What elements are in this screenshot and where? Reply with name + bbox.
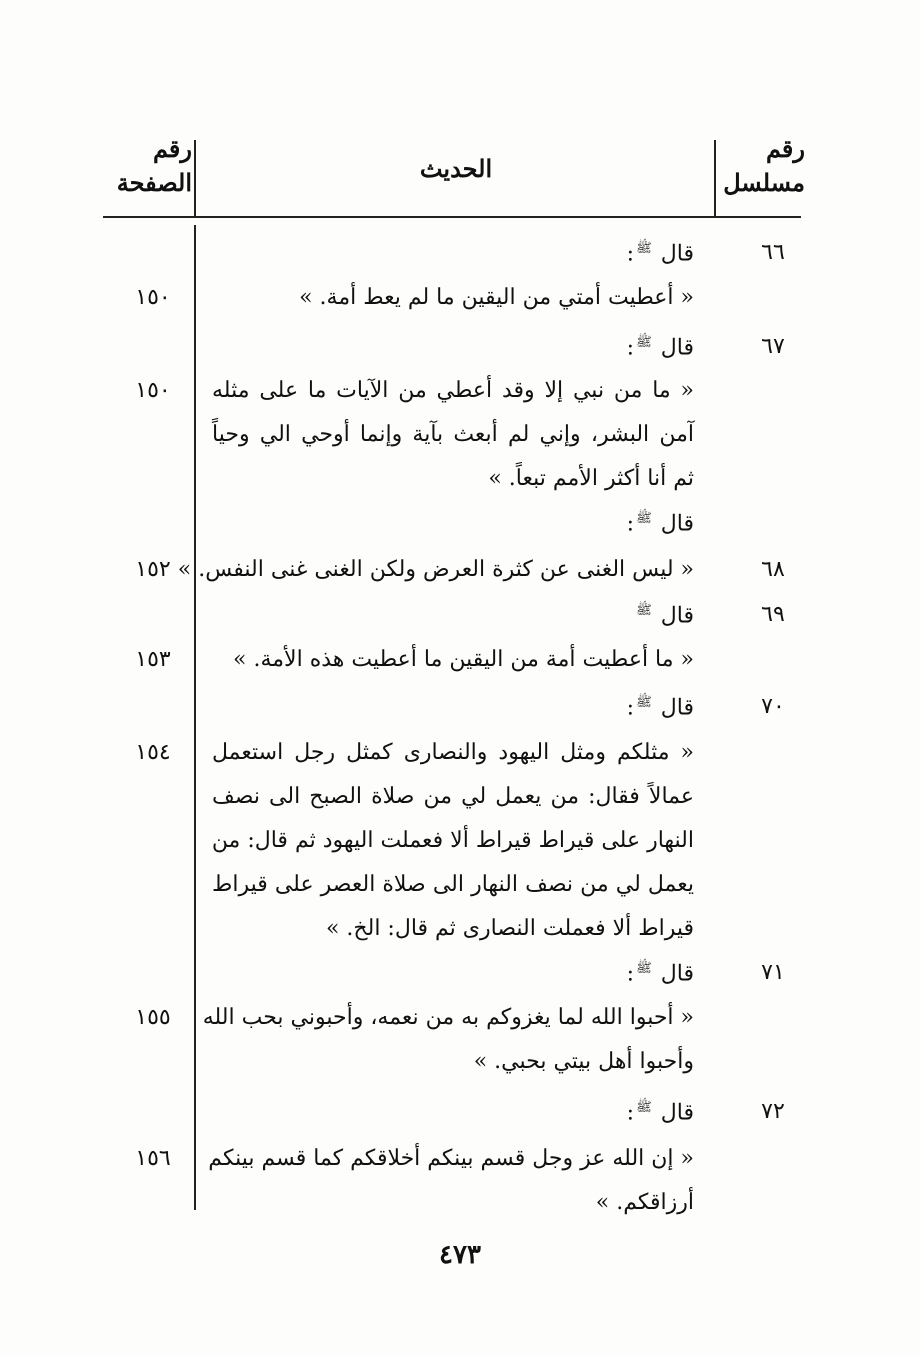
page-reference: ١٥٠ <box>135 285 171 310</box>
said-line <box>627 240 694 266</box>
said-prefix: قال <box>660 511 694 537</box>
hadith-text-line: ثم أنا أكثر الأمم تبعاً. » <box>488 466 694 491</box>
pbuh-honorific: ﷺ <box>636 335 652 350</box>
hadith-text-line: عمالاً فقال: من يعمل لي من صلاة الصبح الى نصف <box>212 784 694 809</box>
hadith-text-line: يعمل لي من نصف النهار الى صلاة العصر على قيراط <box>212 872 694 897</box>
pbuh-honorific: ﷺ <box>636 241 652 256</box>
serial-number: ٦٦ <box>761 240 785 265</box>
hadith-text-line: « أحبوا الله لما يغزوكم به من نعمه، وأحبوني بحب الله <box>202 1005 694 1030</box>
hadith-text-line: أرزاقكم. » <box>595 1190 694 1215</box>
hadith-column-header: الحديث <box>419 154 493 183</box>
serial-header-line-2: مسلسل <box>723 168 805 197</box>
said-line <box>627 1099 694 1125</box>
hadith-text-line: آمن البشر، وإني لم أبعث بآية وإنما أوحي الي وحياً <box>212 422 694 447</box>
page-reference: ١٥٣ <box>135 647 171 672</box>
page-column-header <box>100 132 192 200</box>
hadith-text-line: « مثلكم ومثل اليهود والنصارى كمثل رجل استعمل <box>212 740 694 765</box>
serial-column-rule-header <box>714 140 716 217</box>
page-reference: ١٥٥ <box>135 1005 171 1030</box>
serial-number: ٧٢ <box>761 1099 785 1124</box>
page-reference: ١٥٦ <box>135 1146 171 1171</box>
hadith-text-line: « أعطيت أمتي من اليقين ما لم يعط أمة. » <box>299 285 694 310</box>
serial-column-header <box>725 132 805 200</box>
hadith-text-line: « ليس الغنى عن كثرة العرض ولكن الغنى غنى النفس. » <box>177 557 694 582</box>
header-divider <box>103 216 801 218</box>
page-reference: ١٥٤ <box>135 740 171 765</box>
hadith-text-line: « ما أعطيت أمة من اليقين ما أعطيت هذه الأمة. » <box>233 647 694 672</box>
page-reference: ١٥٠ <box>135 378 171 403</box>
page-header-line-1: رقم <box>152 134 192 163</box>
page-reference: ١٥٢ <box>135 557 171 582</box>
said-line <box>634 602 694 628</box>
said-prefix: قال <box>660 335 694 361</box>
pbuh-honorific: ﷺ <box>636 961 652 976</box>
hadith-text-line: وأحبوا أهل بيتي بحبي. » <box>473 1049 694 1074</box>
said-prefix: قال <box>660 961 694 987</box>
pbuh-honorific: ﷺ <box>636 695 652 710</box>
hadith-text-line: قيراط ألا فعملت النصارى ثم قال: الخ. » <box>325 916 694 941</box>
said-prefix: قال <box>660 1100 694 1126</box>
said-prefix: قال <box>660 603 694 629</box>
page-column-rule-header <box>194 140 196 217</box>
said-suffix: : <box>626 961 635 987</box>
said-suffix: : <box>626 695 635 721</box>
said-suffix: : <box>626 511 635 537</box>
hadith-text-line: النهار على قيراط قيراط ألا فعملت اليهود ثم قال: من <box>211 828 694 853</box>
serial-number: ٦٧ <box>761 334 785 359</box>
page-number: ٤٧٣ <box>439 1240 481 1270</box>
said-suffix: : <box>626 1100 635 1126</box>
said-suffix: : <box>626 241 635 267</box>
said-line <box>627 334 694 360</box>
said-prefix: قال <box>660 241 694 267</box>
serial-number: ٦٩ <box>761 602 785 627</box>
pbuh-honorific: ﷺ <box>636 511 652 526</box>
serial-number: ٦٨ <box>761 557 785 582</box>
said-line <box>627 694 694 720</box>
said-line <box>627 960 694 986</box>
hadith-text-line: « ما من نبي إلا وقد أعطي من الآيات ما على مثله <box>212 378 694 403</box>
serial-header-line-1: رقم <box>765 134 805 163</box>
page-column-rule <box>194 225 196 1210</box>
said-suffix: : <box>626 335 635 361</box>
said-prefix: قال <box>660 695 694 721</box>
page-header-line-2: الصفحة <box>116 168 192 197</box>
hadith-text-line: « إن الله عز وجل قسم بينكم أخلاقكم كما قسم بينكم <box>208 1146 694 1171</box>
pbuh-honorific: ﷺ <box>636 1100 652 1115</box>
serial-number: ٧٠ <box>761 694 785 719</box>
said-line <box>627 510 694 536</box>
serial-number: ٧١ <box>761 960 785 985</box>
pbuh-honorific: ﷺ <box>636 603 652 618</box>
